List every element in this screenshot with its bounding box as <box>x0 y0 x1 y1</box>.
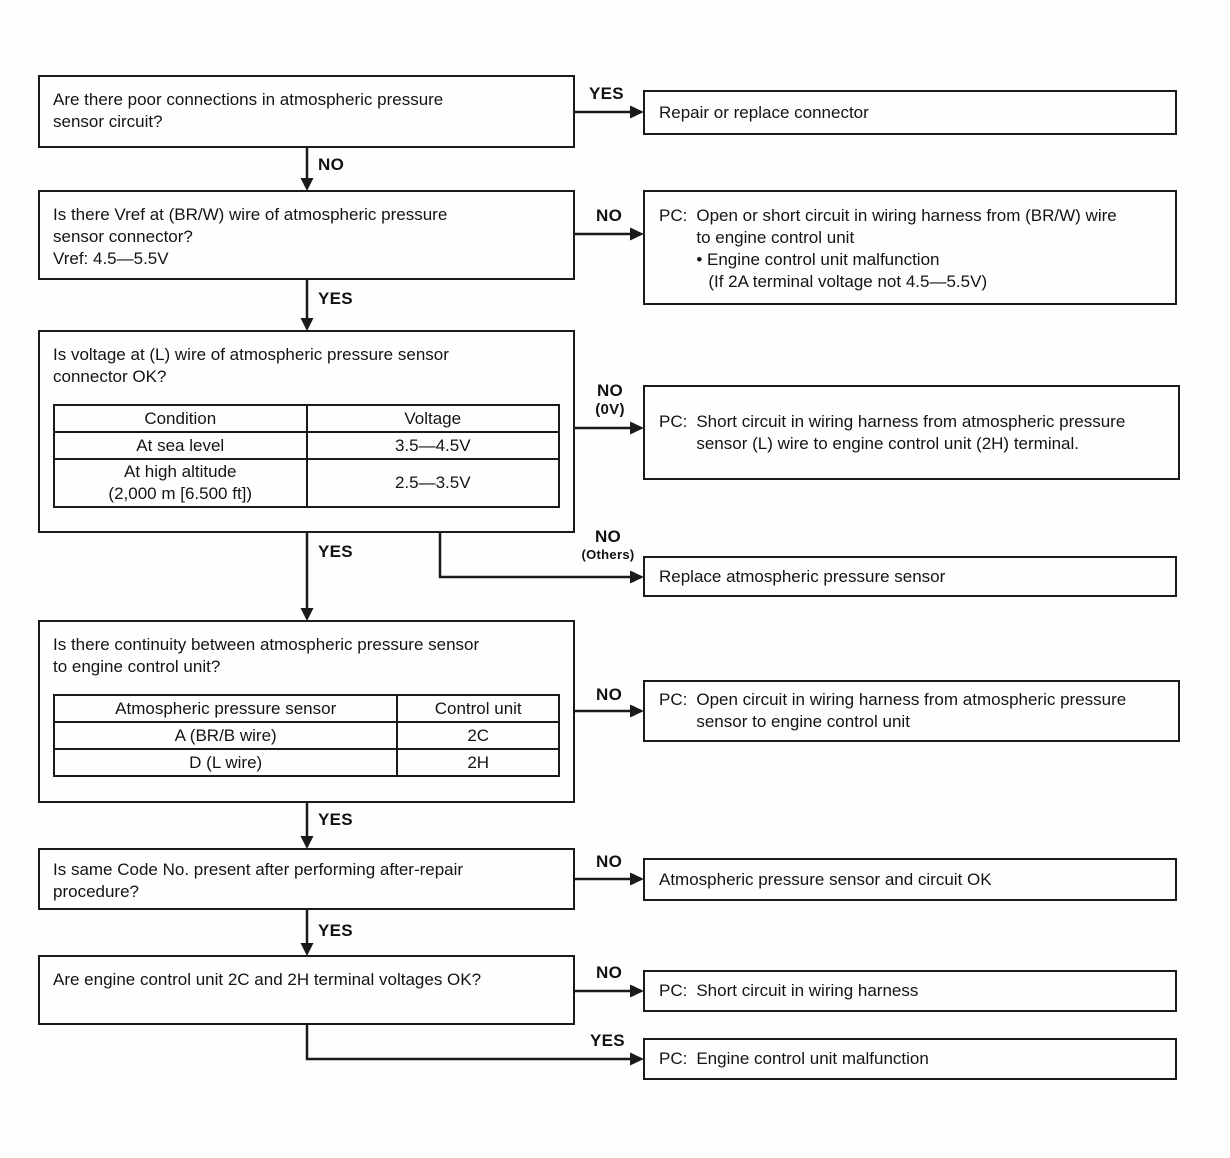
column-header: Condition <box>54 405 307 432</box>
edge-label-yes: YES <box>589 84 624 103</box>
question-text: Are engine control unit 2C and 2H terminal voltages OK? <box>53 970 482 989</box>
edge-label-yes: YES <box>318 289 353 308</box>
continuity-table <box>53 694 560 777</box>
result-text: Open or short circuit in wiring harness from (BR/W) wire to engine control unit <box>696 206 1117 247</box>
arrowhead-right-icon <box>630 1053 644 1066</box>
edge-label-no: NO <box>596 381 624 400</box>
condition-cell: At sea level <box>54 432 307 459</box>
question-text: Is there continuity between atmospheric pressure sensor to engine control unit? <box>53 635 480 676</box>
table-header-row <box>54 695 559 722</box>
question-text: Are there poor connections in atmospheric pressure sensor circuit? <box>53 90 444 131</box>
edge-label-others: (Others) <box>581 547 635 562</box>
pc-prefix: PC: <box>659 206 688 225</box>
voltage-cell: 2.5—3.5V <box>307 459 560 507</box>
edge-label-no: NO <box>596 963 623 982</box>
sensor-terminal-cell: D (L wire) <box>54 749 397 776</box>
question-same-code <box>38 848 575 910</box>
question-text: Is there Vref at (BR/W) wire of atmospheric pressure sensor connector? <box>53 205 448 246</box>
table-header-row <box>54 405 559 432</box>
result-text: Atmospheric pressure sensor and circuit OK <box>659 869 992 889</box>
arrowhead-right-icon <box>630 422 644 435</box>
control-unit-cell: 2H <box>397 749 559 776</box>
pc-row <box>659 1048 929 1070</box>
edge-label-0v: (0V) <box>595 401 625 418</box>
pc-prefix: PC: <box>659 1049 688 1068</box>
control-unit-cell: 2C <box>397 722 559 749</box>
pc-prefix: PC: <box>659 411 688 431</box>
question-terminal-voltages <box>38 955 575 1025</box>
result-open-short-brw <box>643 190 1177 305</box>
vref-spec: Vref: 4.5—5.5V <box>53 249 169 268</box>
result-open-circuit <box>643 680 1180 742</box>
arrowhead-right-icon <box>630 228 644 241</box>
sensor-terminal-cell: A (BR/B wire) <box>54 722 397 749</box>
question-poor-connections <box>38 75 575 148</box>
arrowhead-right-icon <box>630 873 644 886</box>
table-row <box>54 459 559 507</box>
arrowhead-right-icon <box>630 571 644 584</box>
edge-label-yes: YES <box>590 1031 625 1050</box>
edge-label-no: NO <box>596 685 623 704</box>
table-row <box>54 722 559 749</box>
result-replace-sensor <box>643 556 1177 597</box>
note-line: (If 2A terminal voltage not 4.5—5.5V) <box>708 272 988 291</box>
edge-label-no-others <box>576 527 640 562</box>
condition-line: (2,000 m [6.500 ft]) <box>108 484 253 503</box>
edge-label-no: NO <box>596 206 623 225</box>
pc-row <box>659 205 1126 293</box>
table-row <box>54 432 559 459</box>
result-text: Engine control unit malfunction <box>696 1049 929 1068</box>
column-header: Voltage <box>307 405 560 432</box>
result-text: Short circuit in wiring harness <box>696 981 919 1000</box>
pc-row <box>659 411 1126 455</box>
column-header: Atmospheric pressure sensor <box>54 695 397 722</box>
pc-row <box>659 689 1126 733</box>
result-text: Open circuit in wiring harness from atmospheric pressure sensor to engine control unit <box>696 690 1127 731</box>
voltage-cell: 3.5—4.5V <box>307 432 560 459</box>
edge-label-no-0v <box>582 381 638 418</box>
arrowhead-right-icon <box>630 705 644 718</box>
edge-label-yes: YES <box>318 810 353 829</box>
pc-prefix: PC: <box>659 981 688 1000</box>
result-sensor-circuit-ok <box>643 858 1177 901</box>
result-repair-connector <box>643 90 1177 135</box>
result-short-circuit-harness <box>643 970 1177 1012</box>
arrowhead-right-icon <box>630 985 644 998</box>
edge-label-no: NO <box>596 852 623 871</box>
edge-label-no: NO <box>594 527 622 546</box>
pc-prefix: PC: <box>659 690 688 709</box>
question-continuity <box>38 620 575 803</box>
edge-q6-yes <box>307 1025 631 1059</box>
edge-label-yes: YES <box>318 921 353 940</box>
question-text: Is same Code No. present after performing after-repair procedure? <box>53 860 464 901</box>
result-text: Repair or replace connector <box>659 102 869 122</box>
condition-line: At high altitude <box>124 462 237 481</box>
result-text: Replace atmospheric pressure sensor <box>659 566 946 586</box>
table-row <box>54 749 559 776</box>
edge-label-yes: YES <box>318 542 353 561</box>
condition-voltage-table <box>53 404 560 508</box>
question-vref <box>38 190 575 280</box>
condition-cell <box>54 459 307 507</box>
result-short-l-wire <box>643 385 1180 480</box>
edge-label-no: NO <box>318 155 345 174</box>
question-text: Is voltage at (L) wire of atmospheric pressure sensor connector OK? <box>53 345 449 386</box>
result-text: Short circuit in wiring harness from atmospheric pressure sensor (L) wire to engine control unit (2H) terminal. <box>696 411 1126 453</box>
column-header: Control unit <box>397 695 559 722</box>
result-ecu-malfunction <box>643 1038 1177 1080</box>
arrowhead-right-icon <box>630 106 644 119</box>
pc-row <box>659 980 918 1002</box>
question-l-wire-voltage <box>38 330 575 533</box>
pc-body <box>696 205 1126 293</box>
bullet-line: • Engine control unit malfunction <box>696 250 940 269</box>
